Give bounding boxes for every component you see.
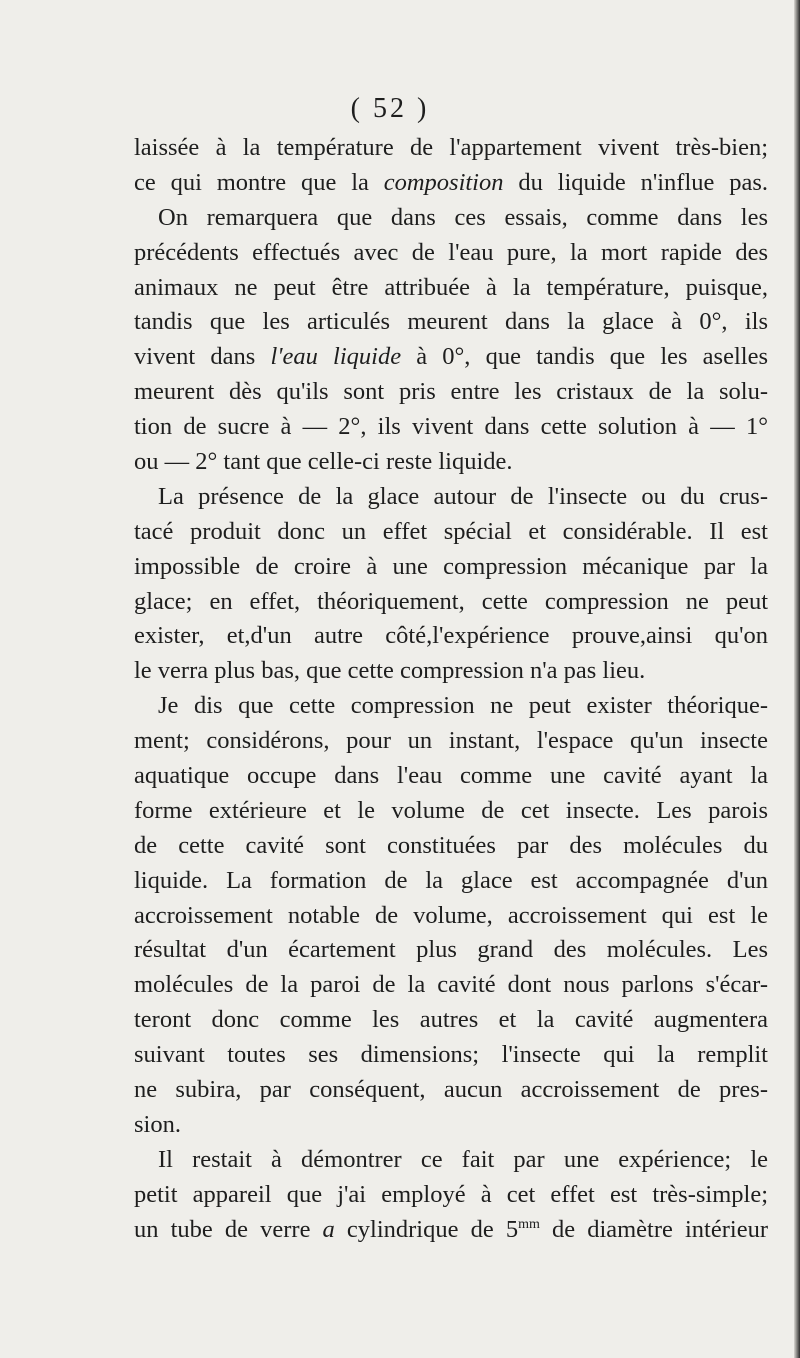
italic-phrase: l'eau liquide	[270, 343, 402, 371]
text-line: suivant toutes ses dimensions; l'insecte qui la remplit	[134, 1041, 768, 1069]
text-line: meurent dès qu'ils sont pris entre les cristaux de la solu-	[134, 378, 768, 406]
text-line: Il restait à démontrer ce fait par une expérience; le	[158, 1145, 768, 1173]
text-line: glace; en effet, théoriquement, cette compression ne peut	[134, 587, 768, 615]
text-line: précédents effectués avec de l'eau pure, la mort rapide des	[134, 238, 768, 266]
text-line: sion.	[134, 1110, 181, 1138]
page-number: ( 52 )	[350, 93, 430, 124]
text-line: de cette cavité sont constituées par des molécules du	[134, 831, 768, 859]
text-line: ou — 2° tant que celle-ci reste liquide.	[134, 448, 513, 476]
text-line: ne subira, par conséquent, aucun accroissement de pres-	[134, 1076, 768, 1104]
text-line: teront donc comme les autres et la cavité augmentera	[134, 1006, 768, 1034]
text-line: tandis que les articulés meurent dans la glace à 0°, ils	[134, 308, 768, 336]
text-line: aquatique occupe dans l'eau comme une cavité ayant la	[134, 762, 768, 790]
italic-phrase: a	[322, 1215, 335, 1243]
text-line: tacé produit donc un effet spécial et considérable. Il est	[134, 517, 768, 545]
text-line: le verra plus bas, que cette compression n'a pas lieu.	[134, 657, 646, 685]
text-line: résultat d'un écartement plus grand des molécules. Les	[134, 936, 768, 964]
text-line: liquide. La formation de la glace est accompagnée d'un	[134, 866, 768, 894]
italic-phrase: composition	[383, 168, 504, 196]
text-line: On remarquera que dans ces essais, comme dans les	[158, 203, 768, 231]
text-line: ment; considérons, pour un instant, l'espace qu'un insecte	[134, 727, 768, 755]
text-line: molécules de la paroi de la cavité dont nous parlons s'écar-	[134, 971, 768, 999]
text-line-with-italic: un tube de verre a cylindrique de $5^{mm}$ de diamètre intérieur	[134, 1215, 768, 1243]
text-line: forme extérieure et le volume de cet insecte. Les parois	[134, 796, 768, 824]
page-edge-shadow	[794, 0, 800, 1358]
text-line: tion de sucre à — 2°, ils vivent dans cette solution à — 1°	[134, 413, 768, 441]
text-line: La présence de la glace autour de l'insecte ou du crus-	[158, 482, 768, 510]
text-line: impossible de croire à une compression mécanique par la	[134, 552, 768, 580]
text-line: Je dis que cette compression ne peut exister théorique-	[158, 692, 768, 720]
text-line-with-italic: ce qui montre que la composition du liquide n'influe pas.	[134, 168, 769, 196]
text-line-with-italic: vivent dans l'eau liquide à 0°, que tandis que les aselles	[134, 343, 768, 371]
text-line: exister, et,d'un autre côté,l'expérience prouve,ainsi qu'on	[134, 622, 768, 650]
text-line: accroissement notable de volume, accroissement qui est le	[134, 901, 768, 929]
text-line: petit appareil que j'ai employé à cet effet est très-simple;	[134, 1180, 768, 1208]
unit-superscript: mm	[518, 1216, 540, 1232]
text-line: laissée à la température de l'appartement vivent très-bien;	[134, 134, 768, 161]
text-line: animaux ne peut être attribuée à la température, puisque,	[134, 273, 768, 301]
body-text	[134, 131, 768, 1248]
